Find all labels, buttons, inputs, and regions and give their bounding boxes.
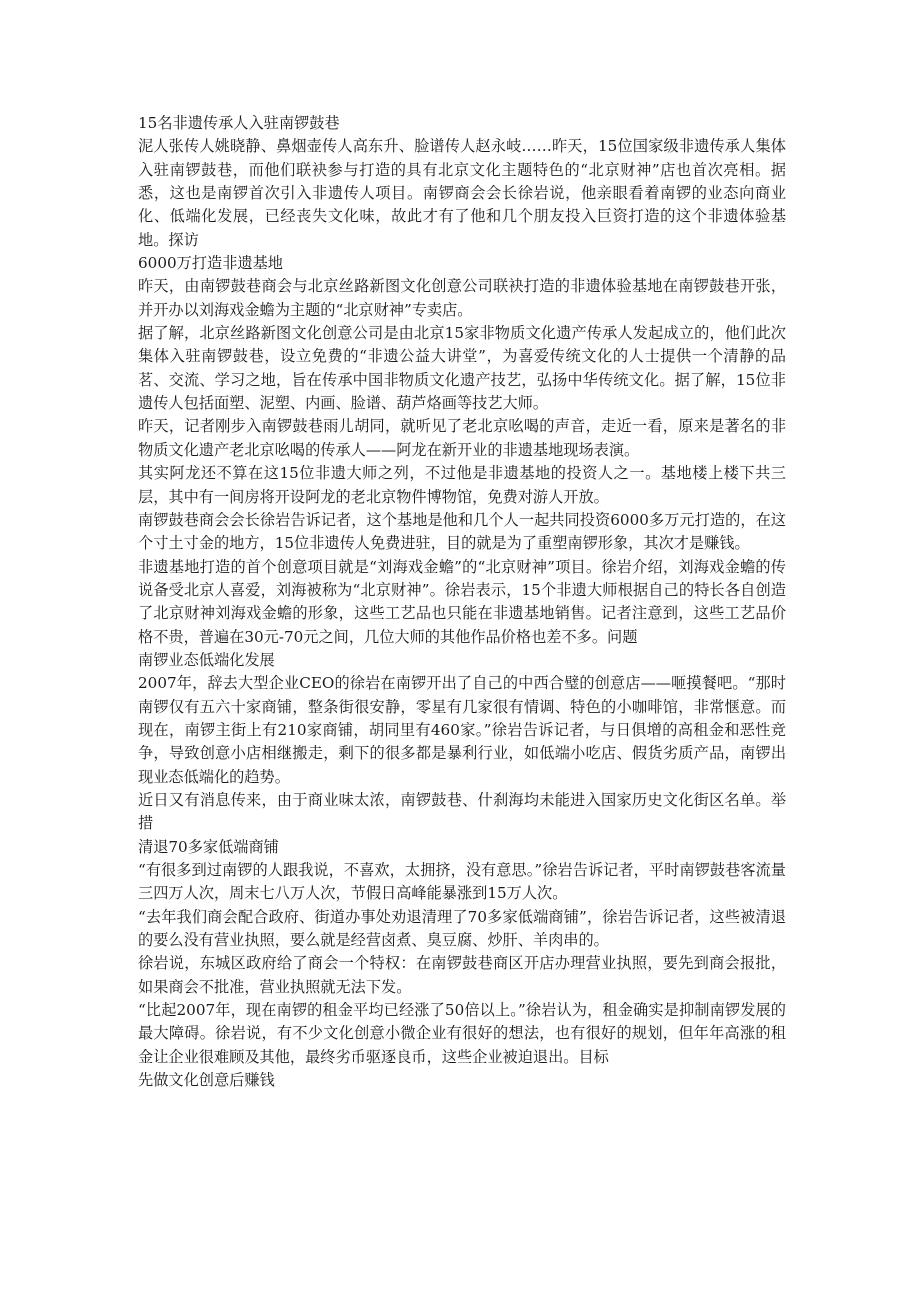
body-paragraph: “去年我们商会配合政府、街道办事处劝退清理了70多家低端商铺”，徐岩告诉记者，这些被清退的要么没有营业执照，要么就是经营卤煮、臭豆腐、炒肝、羊肉串的。 [138,907,786,950]
body-paragraph: 2007年，辞去大型企业CEO的徐岩在南锣开出了自己的中西合璧的创意店——咂摸餐吧。“那时南锣仅有五六十家商铺，整条街很安静，零星有几家很有情调、特色的小咖啡馆，非常惬意。而现在，南锣主街上有210家商铺，胡同里有460家。”徐岩告诉记者，与日俱增的高租金和恶性竞争，导致创意小店相继搬走，剩下的很多都是暴利行业，如低端小吃店、假货劣质产品，南锣出现业态低端化的趋势。 [138,674,786,786]
body-paragraph: 南锣鼓巷商会会长徐岩告诉记者，这个基地是他和几个人一起共同投资6000多万元打造的，在这个寸土寸金的地方，15位非遗传人免费进驻，目的就是为了重塑南锣形象，其次才是赚钱。 [138,510,786,553]
section-heading: 清退70多家低端商铺 [138,837,279,856]
body-paragraph: 昨天，记者刚步入南锣鼓巷雨儿胡同，就听见了老北京吆喝的声音，走近一看，原来是著名的非物质文化遗产老北京吆喝的传承人——阿龙在新开业的非遗基地现场表演。 [138,417,786,459]
body-paragraph: 非遗基地打造的首个创意项目就是“刘海戏金蟾”的“北京财神”项目。徐岩介绍，刘海戏金蟾的传说备受北京人喜爱，刘海被称为“北京财神”。徐岩表示，15个非遗大师根据自己的特长各自创造了北京财神刘海戏金蟾的形象，这些工艺品也只能在非遗基地销售。记者注意到，这些工艺品价格不贵，普遍在30元-70元之间，几位大师的其他作品价格也差不多。问题 [138,557,786,646]
document-body [138,112,786,1092]
body-paragraph: “比起2007年，现在南锣的租金平均已经涨了50倍以上。”徐岩认为，租金确实是抑制南锣发展的最大障碍。徐岩说，有不少文化创意小微企业有很好的想法，也有很好的规划，但年年高涨的租金让企业很难顾及其他，最终劣币驱逐良币，这些企业被迫退出。目标 [138,1001,786,1066]
section-heading: 6000万打造非遗基地 [138,254,283,273]
body-paragraph: 徐岩说，东城区政府给了商会一个特权：在南锣鼓巷商区开店办理营业执照，要先到商会报批，如果商会不批准，营业执照就无法下发。 [138,954,786,996]
section-heading: 南锣业态低端化发展 [138,650,275,669]
body-paragraph: “有很多到过南锣的人跟我说，不喜欢，太拥挤，没有意思。”徐岩告诉记者，平时南锣鼓巷客流量三四万人次，周末七八万人次，节假日高峰能暴涨到15万人次。 [138,861,786,903]
body-paragraph: 昨天，由南锣鼓巷商会与北京丝路新图文化创意公司联袂打造的非遗体验基地在南锣鼓巷开张，并开办以刘海戏金蟾为主题的“北京财神”专卖店。 [138,277,786,319]
body-paragraph: 据了解，北京丝路新图文化创意公司是由北京15家非物质文化遗产传承人发起成立的，他们此次集体入驻南锣鼓巷，设立免费的“非遗公益大讲堂”，为喜爱传统文化的人士提供一个清静的品茗、交流、学习之地，旨在传承中国非物质文化遗产技艺，弘扬中华传统文化。据了解，15位非遗传人包括面塑、泥塑、内画、脸谱、葫芦烙画等技艺大师。 [138,324,786,413]
headline: 15名非遗传承人入驻南锣鼓巷 [138,114,340,132]
lead-paragraph: 泥人张传人姚晓静、鼻烟壶传人高东升、脸谱传人赵永岐……昨天，15位国家级非遗传承人集体入驻南锣鼓巷，而他们联袂参与打造的具有北京文化主题特色的“北京财神”店也首次亮相。据悉，这也是南锣首次引入非遗传人项目。南锣商会会长徐岩说，他亲眼看着南锣的业态向商业化、低端化发展，已经丧失文化味，故此才有了他和几个朋友投入巨资打造的这个非遗体验基地。探访 [138,137,786,249]
body-paragraph: 其实阿龙还不算在这15位非遗大师之列，不过他是非遗基地的投资人之一。基地楼上楼下共三层，其中有一间房将开设阿龙的老北京物件博物馆，免费对游人开放。 [138,464,786,506]
section-heading: 先做文化创意后赚钱 [138,1071,275,1090]
body-paragraph: 近日又有消息传来，由于商业味太浓，南锣鼓巷、什刹海均未能进入国家历史文化街区名单。举措 [138,790,786,833]
